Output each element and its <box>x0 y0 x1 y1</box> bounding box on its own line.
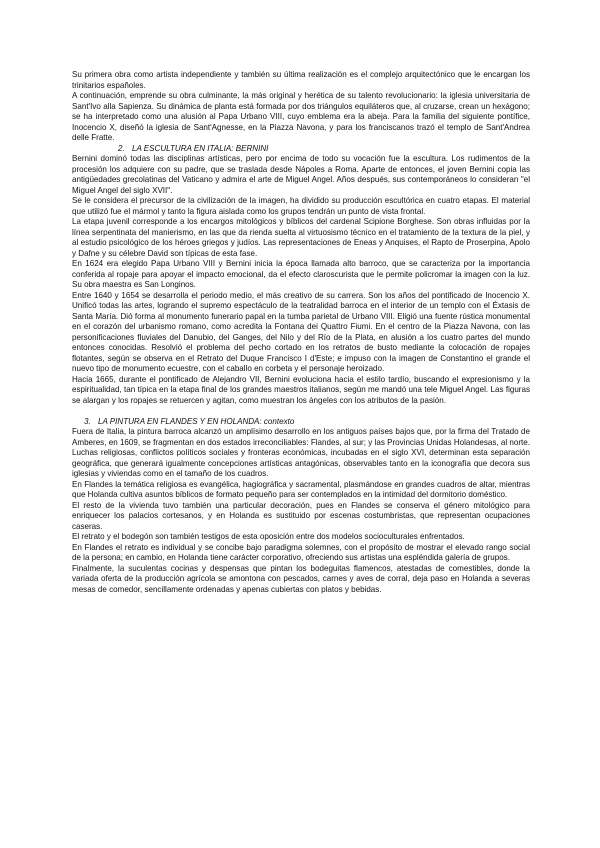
section-heading <box>72 144 530 155</box>
paragraph: El resto de la vivienda tuvo también una particular decoración, pues en Flandes se conserva el género mitológico para enriquecer los palacios cortesanos, y en Holanda es sustituido por escenas costumbristas, que representan ocupaciones caseras. <box>72 500 530 531</box>
paragraph: En Flandes el retrato es individual y se concibe bajo paradigma solemnes, con el propósito de mostrar el elevado rango social de la persona; en cambio, en Holanda tiene carácter corporativo, ofreciendo sus artistas una espléndida galería de grupos. <box>72 542 530 562</box>
section-title: LA ESCULTURA EN ITALIA: BERNINI <box>132 143 269 153</box>
paragraph: Su primera obra como artista independiente y también su última realización es el complejo arquitectónico que le encargan los trinitarios españoles. <box>72 70 530 90</box>
paragraph: Se le considera el precursor de la civilización de la imagen, ha dividido su producción escultórica en cuatro etapas. El material que utilizó fue el mármol y tanto la figura aislada como los grupos tendrán un punto de vista frontal. <box>72 196 530 216</box>
paragraph: Finalmente, la suculentas cocinas y despensas que pintan los bodeguitas flamencos, atestadas de comestibles, donde la variada oferta de la producción agrícola se amontona con pescados, carnes y aves de corral, deja paso en Holanda a severas mesas de comedor, sencillamente ordenadas y apenas cubiertas con platos y bebidas. <box>72 563 530 594</box>
paragraph: Hacia 1665, durante el pontificado de Alejandro VII, Bernini evoluciona hacia el estilo tardío, buscando el expresionismo y la espiritualidad, tan típica en la etapa final de los grandes maestros italianos, según me mandó una tele Miguel Angel. Las figuras se alargan y los ropajes se retuercen y agitan, como muestran los ángeles con los atributos de la pasión. <box>72 374 530 405</box>
paragraph: En Flandes la temática religiosa es evangélica, hagiográfica y sacramental, plasmándose en grandes cuadros de altar, mientras que Holanda cultiva asuntos bíblicos de formato pequeño para ser contemplados en la intimidad del dormitorio doméstico. <box>72 479 530 499</box>
section-number: 2. <box>118 143 125 153</box>
paragraph: Entre 1640 y 1654 se desarrolla el periodo medio, el más creativo de su carrera. Son los años del pontificado de Inocencio X. Unificó todas las artes, logrando el supremo espectáculo de la teatralidad barroca en el interior de un templo con el Éxtasis de Santa María. Dió forma al monumento funerario papal en la tumba parietal de Urbano VIII. Eligió una fuente rústica monumental en el corazón del urbanismo romano, como acredita la Fontana dei Quattro Fiumi. En el centro de la Piazza Navona, con las personificaciones fluviales del Danubio, del Ganges, del Nilo y del Río de la Plata, en alusión a los cuatro partes del mundo entonces conocidas. Resolvió el problema del pecho cortado en los retratos de busto mediante la colocación de ropajes flotantes, según se observa en el Retrato del Duque Francisco I d'Este; e impuso con la imagen de Constantino el grande el nuevo tipo de monumento ecuestre, con el caballo en corbeta y el personaje heroizado. <box>72 290 530 373</box>
section-heading <box>72 417 530 428</box>
section-number: 3. <box>84 416 91 426</box>
paragraph: El retrato y el bodegón son también testigos de esta oposición entre dos modelos socioculturales enfrentados. <box>72 532 465 541</box>
paragraph: En 1624 era elegido Papa Urbano VIII y Bernini inicia la época llamada alto barroco, que se caracteriza por la importancia conferida al ropaje para apoyar el impacto emocional, da el efecto claroscurista que le permite policromar la imagen con la luz. Su obra maestra es San Longinos. <box>72 259 530 289</box>
spacer <box>72 406 530 417</box>
paragraph: La etapa juvenil corresponde a los encargos mitológicos y bíblicos del cardenal Scipione Borghese. Son obras influidas por la línea serpentinata del manierismo, en las que da rienda suelta al virtuosismo técnico en el tratamiento de la textura de la piel, y al estudio psicológico de los héroes griegos y judíos. Las representaciones de Eneas y Anquises, el Rapto de Proserpina, Apolo y Dafne y su célebre David son típicas de esta fase. <box>72 217 530 258</box>
document-page <box>72 70 530 595</box>
section-title: LA PINTURA EN FLANDES Y EN HOLANDA: contexto <box>98 416 295 426</box>
paragraph: Bernini dominó todas las disciplinas artísticas, pero por encima de todo su vocación fue la escultura. Los rudimentos de la procesión los adquiere con su padre, que se traslada desde Nápoles a Roma. Aparte de entonces, el joven Bernini copia las antigüedades grecolatinas del Vaticano y admira el arte de Miguel Angel. Años después, sus contemporáneos lo consideran "el Miguel Angel del siglo XVII". <box>72 154 530 195</box>
paragraph: Fuera de Italia, la pintura barroca alcanzó un amplísimo desarrollo en los antiguos países bajos que, por la firma del Tratado de Amberes, en 1609, se fragmentan en dos estados irreconciliables: Flandes, al sur; y las Provincias Unidas Holandesas, al norte. Luchas religiosas, conflictos políticos sociales y fronteras económicas, incubadas en el siglo XVI, determinan esta separación geográfica, que generará igualmente concepciones artísticas antagónicas, observables tanto en la iconografía que decora sus iglesias y viviendas como en el tamaño de los cuadros. <box>72 427 530 478</box>
paragraph: A continuación, emprende su obra culminante, la más original y herética de su talento revolucionario: la iglesia universitaria de Sant'Ivo alla Sapienza. Su dinámica de planta está formada por dos triángulos equiláteros que, al cruzarse, crean un hexágono; se ha interpretado como una alusión al Papa Urbano VIII, cuyo emblema era la abeja. Para la familia del siguiente pontífice, Inocencio X, diseñó la iglesia de Sant'Agnesse, en la Piazza Navona, y para los franciscanos trazó el templo de Sant'Andrea delle Fratte. <box>72 91 530 142</box>
